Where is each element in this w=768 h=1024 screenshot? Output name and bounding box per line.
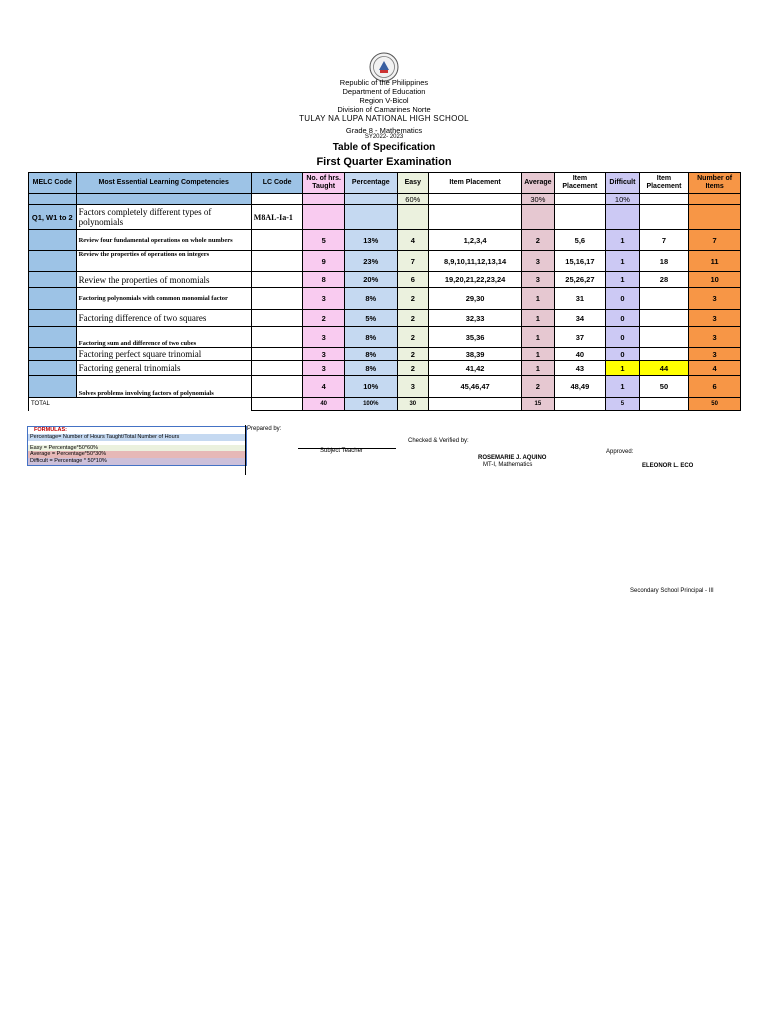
easy-items: 19,20,21,22,23,24	[429, 272, 522, 288]
easy-count: 4	[397, 230, 428, 251]
number-of-items: 10	[689, 272, 741, 288]
table-row	[29, 205, 741, 230]
average-items: 31	[554, 288, 606, 310]
number-of-items: 3	[689, 327, 741, 348]
easy-items: 1,2,3,4	[429, 230, 522, 251]
approver-name: ELEONOR L. ECO	[642, 463, 694, 469]
number-of-items: 3	[689, 310, 741, 327]
competency: Factoring perfect square trinomial	[76, 348, 251, 361]
difficult-count: 0	[606, 310, 639, 327]
col-number-of-items: Number of Items	[689, 173, 741, 194]
competency: Solves problems involving factors of polynomials	[76, 376, 251, 398]
col-easy-placement: Item Placement	[429, 173, 522, 194]
percentage: 8%	[344, 348, 397, 361]
total-row	[29, 398, 741, 411]
divider	[245, 425, 246, 475]
formula-difficult: Difficult = Percentage * 50*10%	[28, 458, 246, 465]
hours: 5	[303, 230, 345, 251]
easy-count: 6	[397, 272, 428, 288]
difficult-items: 44	[639, 361, 689, 376]
easy-count: 2	[397, 310, 428, 327]
percentage: 8%	[344, 361, 397, 376]
average-count: 3	[522, 272, 554, 288]
competency: Factoring polynomials with common monomial factor	[76, 288, 251, 310]
hours: 2	[303, 310, 345, 327]
prepared-by-label: Prepared by:	[247, 426, 282, 432]
table-row	[29, 376, 741, 398]
competency: Factoring sum and difference of two cubes	[76, 327, 251, 348]
average-count: 2	[522, 230, 554, 251]
number-of-items: 4	[689, 361, 741, 376]
col-melc-code: MELC Code	[29, 173, 77, 194]
difficult-items: 18	[639, 251, 689, 272]
percentage: 13%	[344, 230, 397, 251]
melc-code: Q1, W1 to 2	[29, 205, 77, 230]
header-department: Department of Education	[342, 87, 426, 96]
competency: Factoring difference of two squares	[76, 310, 251, 327]
col-competencies: Most Essential Learning Competencies	[76, 173, 251, 194]
difficult-count: 1	[606, 376, 639, 398]
difficult-count: 1	[606, 361, 639, 376]
percentage: 10%	[344, 376, 397, 398]
number-of-items: 6	[689, 376, 741, 398]
difficult-count: 1	[606, 272, 639, 288]
average-items: 48,49	[554, 376, 606, 398]
number-of-items: 11	[689, 251, 741, 272]
hours: 3	[303, 327, 345, 348]
difficult-count: 1	[606, 251, 639, 272]
table-row	[29, 251, 741, 272]
col-percentage: Percentage	[344, 173, 397, 194]
difficult-count: 0	[606, 327, 639, 348]
total-difficult: 5	[606, 398, 639, 411]
number-of-items: 7	[689, 230, 741, 251]
easy-count: 3	[397, 376, 428, 398]
difficult-weight: 10%	[606, 194, 639, 205]
col-easy: Easy	[397, 173, 428, 194]
header-grade: Grade 8 - Mathematics	[345, 126, 423, 135]
competency: Factors completely different types of polynomials	[76, 205, 251, 230]
table-header-row	[29, 173, 741, 194]
average-count: 3	[522, 251, 554, 272]
percentage: 20%	[344, 272, 397, 288]
difficult-items	[639, 288, 689, 310]
easy-items: 38,39	[429, 348, 522, 361]
col-average: Average	[522, 173, 554, 194]
easy-count: 2	[397, 327, 428, 348]
easy-count: 2	[397, 361, 428, 376]
difficult-count: 1	[606, 230, 639, 251]
checker-title: MT-I, Mathematics	[483, 462, 533, 468]
formula-easy: Easy = Percentage*50*60%	[28, 445, 246, 452]
col-difficult: Difficult	[606, 173, 639, 194]
average-items: 37	[554, 327, 606, 348]
hours: 3	[303, 361, 345, 376]
average-items: 40	[554, 348, 606, 361]
checker-name: ROSEMARIE J. AQUINO	[478, 455, 547, 461]
average-items: 43	[554, 361, 606, 376]
approver-title: Secondary School Principal - III	[630, 588, 714, 594]
average-items: 34	[554, 310, 606, 327]
number-of-items: 3	[689, 348, 741, 361]
formula-average: Average = Percentage*50*30%	[28, 451, 246, 458]
percentage: 23%	[344, 251, 397, 272]
easy-count: 2	[397, 288, 428, 310]
formula-percentage: Percentage= Number of Hours Taught/Total Number of Hours	[28, 434, 246, 441]
average-count: 1	[522, 310, 554, 327]
hours: 8	[303, 272, 345, 288]
hours: 4	[303, 376, 345, 398]
header-division: Division of Camarines Norte	[337, 105, 431, 114]
percentage: 5%	[344, 310, 397, 327]
header-school: TULAY NA LUPA NATIONAL HIGH SCHOOL	[299, 114, 469, 123]
easy-items: 35,36	[429, 327, 522, 348]
table-row	[29, 230, 741, 251]
difficult-items: 7	[639, 230, 689, 251]
average-items: 25,26,27	[554, 272, 606, 288]
competency: Review the properties of operations on integers	[76, 251, 251, 272]
table-row	[29, 288, 741, 310]
average-count: 1	[522, 348, 554, 361]
hours: 3	[303, 348, 345, 361]
header-republic: Republic of the Philippines	[339, 78, 429, 87]
average-items: 5,6	[554, 230, 606, 251]
subject-teacher-label: Subject Teacher	[320, 448, 363, 454]
difficult-count: 0	[606, 288, 639, 310]
easy-items: 8,9,10,11,12,13,14	[429, 251, 522, 272]
percentage: 8%	[344, 327, 397, 348]
total-label: TOTAL	[29, 398, 77, 411]
average-count: 2	[522, 376, 554, 398]
header-school-year: SY2022- 2023	[364, 134, 404, 140]
competency: Review the properties of monomials	[76, 272, 251, 288]
percentage: 8%	[344, 288, 397, 310]
col-average-placement: Item Placement	[554, 173, 606, 194]
average-items: 15,16,17	[554, 251, 606, 272]
competency: Factoring general trinomials	[76, 361, 251, 376]
header-region: Region V-Bicol	[359, 96, 409, 105]
approved-label: Approved:	[606, 449, 634, 455]
easy-items: 45,46,47	[429, 376, 522, 398]
hours: 9	[303, 251, 345, 272]
difficult-items	[639, 348, 689, 361]
total-easy: 30	[397, 398, 428, 411]
total-average: 15	[522, 398, 554, 411]
table-row	[29, 272, 741, 288]
col-difficult-placement: Item Placement	[639, 173, 689, 194]
col-hours: No. of hrs. Taught	[303, 173, 345, 194]
checked-verified-label: Checked & Verified by:	[408, 438, 469, 444]
tos-table	[28, 172, 741, 411]
hours: 3	[303, 288, 345, 310]
difficult-items	[639, 310, 689, 327]
average-count: 1	[522, 327, 554, 348]
lc-code: M8AL-Ia-1	[251, 205, 303, 230]
difficult-items: 28	[639, 272, 689, 288]
difficult-items	[639, 327, 689, 348]
easy-items: 29,30	[429, 288, 522, 310]
competency: Review four fundamental operations on whole numbers	[76, 230, 251, 251]
easy-count: 2	[397, 348, 428, 361]
easy-weight: 60%	[397, 194, 428, 205]
total-percentage: 100%	[344, 398, 397, 411]
average-count: 1	[522, 361, 554, 376]
easy-count: 7	[397, 251, 428, 272]
weights-row	[29, 194, 741, 205]
table-row	[29, 310, 741, 327]
average-weight: 30%	[522, 194, 554, 205]
difficult-count: 0	[606, 348, 639, 361]
easy-items: 41,42	[429, 361, 522, 376]
total-hours: 40	[303, 398, 345, 411]
formulas-box	[27, 426, 247, 466]
formulas-title: FORMULAS:	[34, 427, 67, 433]
table-row	[29, 327, 741, 348]
average-count: 1	[522, 288, 554, 310]
difficult-items: 50	[639, 376, 689, 398]
number-of-items: 3	[689, 288, 741, 310]
page-title: Table of Specification	[332, 142, 436, 153]
total-items: 50	[689, 398, 741, 411]
table-row	[29, 348, 741, 361]
col-lc-code: LC Code	[251, 173, 303, 194]
table-row	[29, 361, 741, 376]
page-subtitle: First Quarter Examination	[316, 156, 452, 168]
easy-items: 32,33	[429, 310, 522, 327]
